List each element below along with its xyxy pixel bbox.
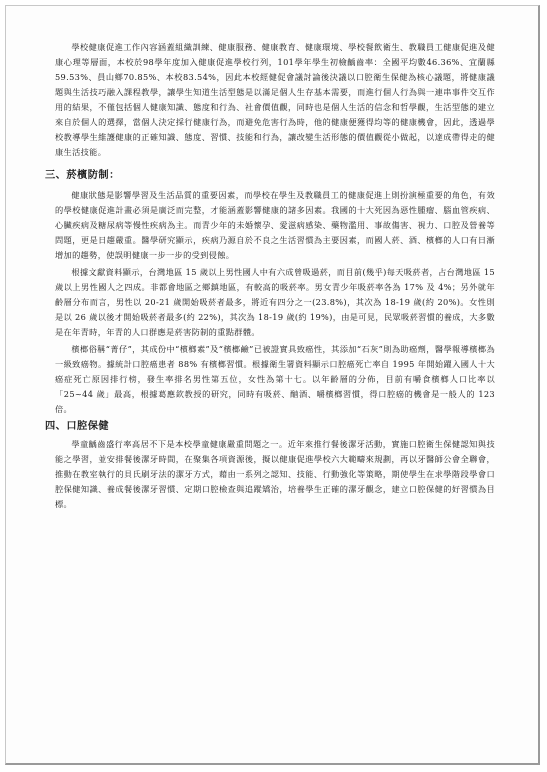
paragraph: 根據文獻資料顯示，台灣地區 15 歲以上男性國人中有六成曾吸過菸，而目前(幾乎)每天吸菸者，占台灣地區 15 歲以上男性國人之四成。非都會地區之鄉鎮地區，有較高的吸菸率。男女青少年吸菸率各為 17% 及 4%；另外就年齡層分布而言，男性以 20-21 歲開始吸菸者最多，將近有四分之一(23.8%)，其次為 18-19 歲(約 20%)。女性則是以 26 歲以後才開始吸菸者最多(約 22%)，其次為 18-19 歲(約 19%)，由是可見，民眾吸菸習慣的養成，大多數是在年青時，年青的人口群應是菸害防制的重點群體。 <box>55 267 495 337</box>
section-smoking-betel-prevention <box>45 168 495 417</box>
paragraph: 健康狀態是影響學習及生活品質的重要因素，而學校在學生及教職員工的健康促進上則扮演極重要的角色，有效的學校健康促進計畫必須是廣泛而完整，才能涵蓋影響健康的諸多因素。我國的十大死因為惡性腫瘤、腦血管疾病、心臟疾病及糖尿病等慢性疾病為主。而青少年的未婚懷孕、愛滋病感染、藥物濫用、事故傷害、視力、口腔及營養等問題，更是日趨嚴重。醫學研究顯示，疾病乃源自於不良之生活習慣為主要因素，而國人菸、酒、檳榔的人口有日漸增加的趨勢，使誤明健康一步一步的受到侵蝕。 <box>55 190 495 260</box>
intro-paragraph: 學校健康促進工作內容涵蓋組織訓練、健康服務、健康教育、健康環境、學校餐飲衛生、教職員工健康促進及健康心理等層面，本校於98學年度加入健康促進學校行列，101學年學生初檢齲齒率：全國平均數46.36%、宜蘭縣59.53%、員山鄉70.85%、本校83.54%，因此本校經健促會議討論後決議以口腔衛生保健為核心議題，將健康議題與生活技巧融入課程教學，讓學生知道生活型態是以滿足個人生存基本需要，而進行個人行為與一連串事件交互作用的結果，不僅包括個人健康知識、態度和行為、社會價值觀，同時也是個人生活的信念和哲學觀，生活型態的建立來自於個人的選擇，當個人決定採行健康行為，而避免危害行為時，他的健康便獲得均等的健康機會，因此，透過學校教導學生維護健康的正確知識、態度、習慣、技能和行為，讓改變生活形態的價值觀從小做起，以達成帶得走的健康生活技能。 <box>55 42 495 157</box>
section-oral-health <box>45 419 495 512</box>
paragraph: 學童齲齒盛行率高居不下是本校學童健康嚴重問題之一。近年來推行餐後潔牙活動，實施口腔衛生保健認知與技能之學習，並安排餐後潔牙時間，在聚集各項資源後，擬以健康促進學校六大範疇來規劃，再以牙醫師公會全聯會，推動在教室執行的貝氏刷牙法的潔牙方式，藉由一系列之認知、技能、行動強化等策略，期使學生在求學階段學會口腔保健知識、養成餐後潔牙習慣、定期口腔檢查與追蹤矯治，培養學生正確的潔牙觀念，建立口腔保健的好習慣為目標。 <box>55 439 495 509</box>
document-body <box>45 40 495 512</box>
paragraph: 檳榔俗稱“菁仔”，其成份中“檳榔素”及“檳榔鹼”已被證實具致癌性，其添加“石灰”則為助癌劑，醫學報導檳榔為一級致癌物。據統計口腔癌患者 88% 有檳榔習慣。根據衛生署資料顯示口腔癌死亡率自 1995 年開始躍入國人十大癌症死亡原因排行榜，發生率排名男性第五位，女性為第十七。以年齡層的分佈，目前有嚼食檳榔人口比率以「25~44 歲」最高，根據葛應欽教授的研究，同時有吸菸、酗酒、嚼檳榔習慣，得口腔癌的機會是一般人的 123 倍。 <box>55 344 495 414</box>
section-heading: 三、菸檳防制： <box>45 170 120 181</box>
section-heading: 四、口腔保健 <box>45 421 110 432</box>
